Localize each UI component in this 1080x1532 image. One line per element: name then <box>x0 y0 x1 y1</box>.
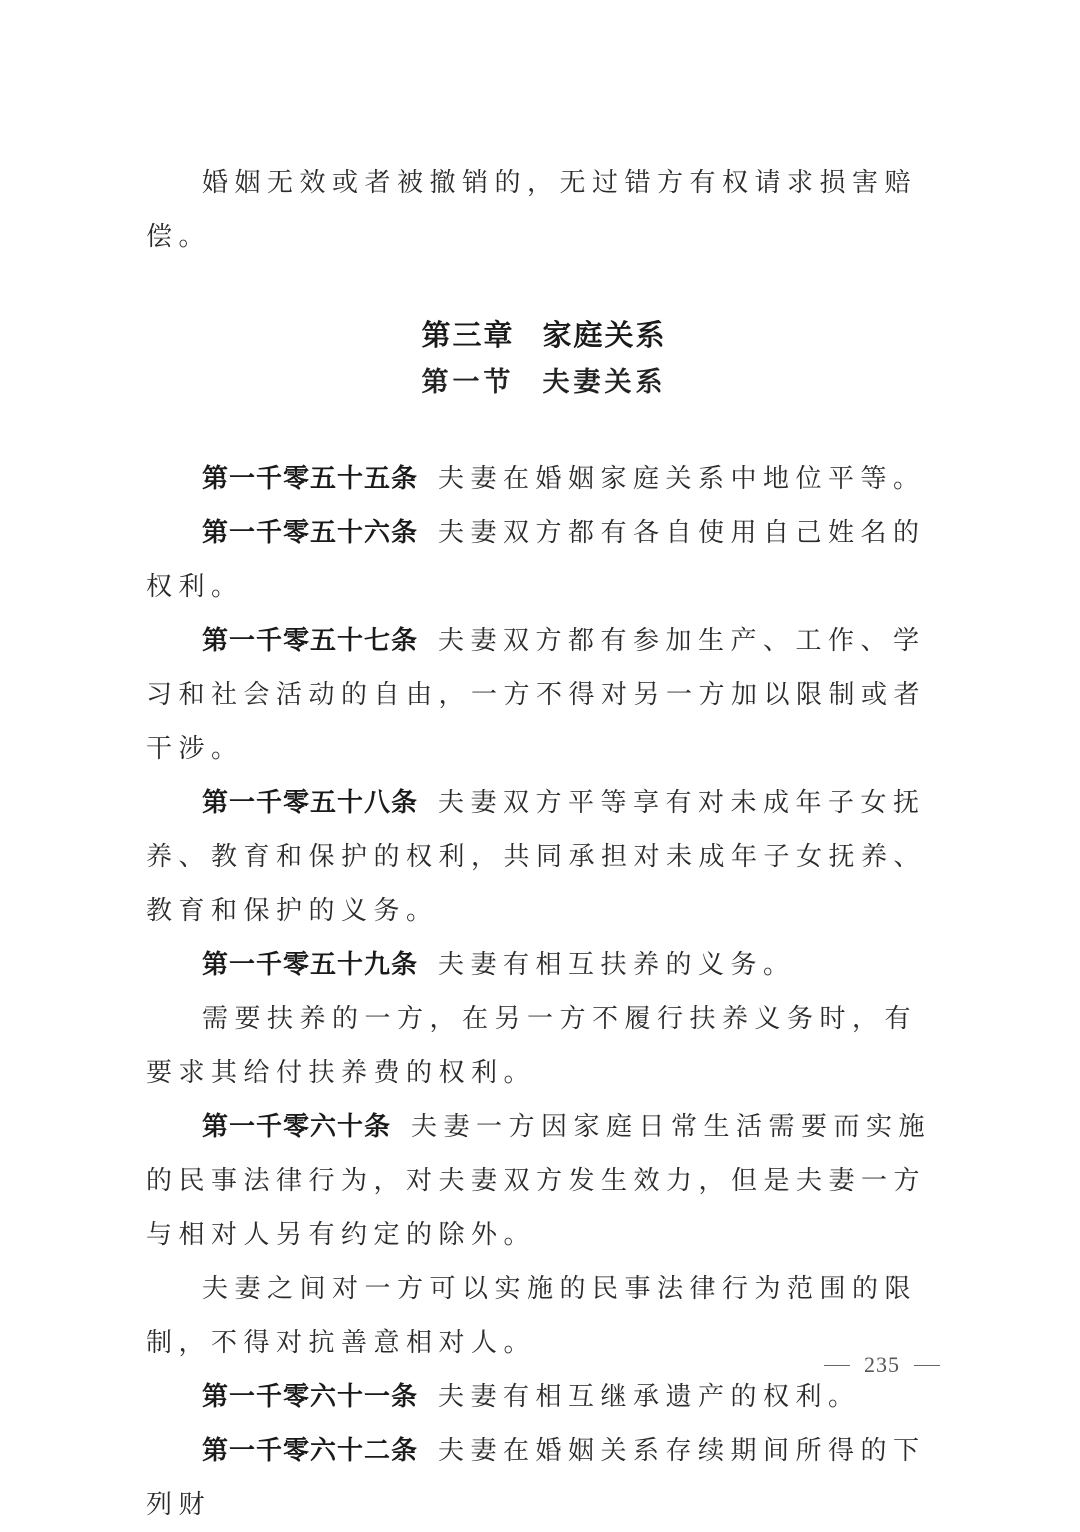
article-1061 <box>146 1370 942 1424</box>
chapter-number: 第三章 <box>421 318 515 352</box>
article-text: 夫妻双方都有各自使用自己姓名的权利。 <box>146 518 926 602</box>
section-title: 夫妻关系 <box>542 367 667 398</box>
article-text: 夫妻在婚姻关系存续期间所得的下列财 <box>146 1436 926 1520</box>
page-number-value: 235 <box>864 1352 900 1377</box>
page-number-dash-left <box>824 1365 850 1366</box>
article-1057 <box>146 614 942 776</box>
page-number <box>824 1352 954 1378</box>
article-1060-paragraph-2: 夫妻之间对一方可以实施的民事法律行为范围的限制，不得对抗善意相对人。 <box>146 1274 918 1358</box>
article-text: 夫妻有相互扶养的义务。 <box>438 950 796 980</box>
article-1062 <box>146 1424 942 1532</box>
article-number: 第一千零五十八条 <box>202 788 419 818</box>
article-number: 第一千零五十六条 <box>202 518 419 548</box>
chapter-heading <box>146 312 942 358</box>
article-1059 <box>146 938 942 992</box>
article-1055 <box>146 452 942 506</box>
article-list <box>146 452 942 1532</box>
article-text: 夫妻双方平等享有对未成年子女抚养、教育和保护的权利，共同承担对未成年子女抚养、教育和保护的义务。 <box>146 788 927 926</box>
article-number: 第一千零五十七条 <box>202 626 419 656</box>
article-number: 第一千零六十一条 <box>202 1382 419 1412</box>
section-heading <box>146 358 942 408</box>
article-1059-paragraph-2: 需要扶养的一方，在另一方不履行扶养义务时，有要求其给付扶养费的权利。 <box>146 1004 918 1088</box>
document-page <box>146 156 942 1532</box>
article-number: 第一千零五十五条 <box>202 464 419 494</box>
article-number: 第一千零六十条 <box>202 1112 392 1142</box>
chapter-title: 家庭关系 <box>542 318 667 352</box>
article-1060 <box>146 1100 942 1262</box>
page-number-dash-right <box>914 1365 940 1366</box>
article-number: 第一千零六十二条 <box>202 1436 419 1466</box>
article-text: 夫妻有相互继承遗产的权利。 <box>438 1382 861 1412</box>
article-text: 夫妻双方都有参加生产、工作、学习和社会活动的自由，一方不得对另一方加以限制或者干涉。 <box>146 626 927 764</box>
article-text: 夫妻一方因家庭日常生活需要而实施的民事法律行为，对夫妻双方发生效力，但是夫妻一方与相对人另有约定的除外。 <box>146 1112 932 1250</box>
article-number: 第一千零五十九条 <box>202 950 419 980</box>
opening-paragraph: 婚姻无效或者被撤销的，无过错方有权请求损害赔偿。 <box>146 168 918 252</box>
article-text: 夫妻在婚姻家庭关系中地位平等。 <box>438 464 926 494</box>
article-1056 <box>146 506 942 614</box>
section-number: 第一节 <box>421 367 515 398</box>
article-1058 <box>146 776 942 938</box>
